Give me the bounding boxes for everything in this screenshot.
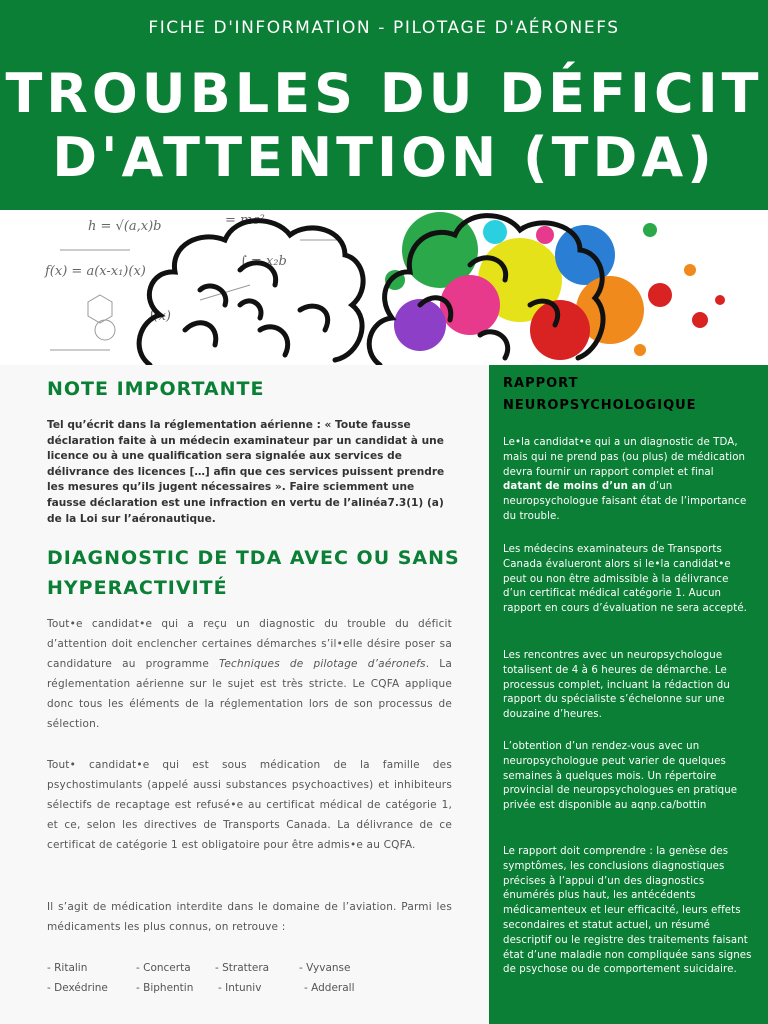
rapport-p1-bold: datant de moins d’un an xyxy=(503,481,646,493)
medication-item: - Intuniv xyxy=(218,982,262,994)
title-line-2: D'ATTENTION (TDA) xyxy=(52,126,716,189)
rapport-paragraph-4: L’obtention d’un rendez-vous avec un neuropsychologue peut varier de quelques semaines à quelques mois. Un répertoire provincial de neuropsychologues en pratique privée est disponible au aqnp.ca/bottin xyxy=(503,741,738,812)
diagnostic-paragraph-2: Tout• candidat•e qui est sous médication de la famille des psychostimulants (appelé aussi substances psychoactives) et inhibiteurs sélectifs de recaptage est refusé•e au certificat médical de catégorie 1, et ce, selon les directives de Transports Canada. La délivrance de ce certificat de catégorie 1 est obligatoire pour être admis•e au CQFA. xyxy=(47,759,452,851)
rapport-title-line-1: RAPPORT xyxy=(503,376,579,391)
medication-row xyxy=(47,958,467,978)
rapport-title-line-2: NEUROPSYCHOLOGIQUE xyxy=(503,398,697,413)
formula-4: ∫ = x₂b xyxy=(240,254,287,269)
diagnostic-paragraph-3: Il s’agit de médication interdite dans le domaine de l’aviation. Parmi les médicaments les plus connus, on retrouve : xyxy=(47,901,452,933)
formula-5: ʃ(x) xyxy=(150,309,172,324)
formula-3: f(x) = a(x-x₁)(x) xyxy=(45,264,146,279)
page-title xyxy=(0,62,768,190)
medication-list xyxy=(47,958,467,998)
note-heading: NOTE IMPORTANTE xyxy=(47,378,265,400)
page-header xyxy=(0,0,768,210)
diagnostic-paragraph-1 xyxy=(47,614,452,734)
diagnostic-p1-before: Tout•e candidat•e qui a reçu un diagnostic du trouble du déficit d’attention doit enclencher certaines démarches s’il•elle désire poser sa candidature au programme xyxy=(47,618,452,670)
formula-2: = mc² xyxy=(225,213,265,228)
brain-illustration xyxy=(0,210,768,365)
formula-1: h = √(a,x)b xyxy=(88,219,162,234)
medication-item: - Ritalin xyxy=(47,962,88,974)
rapport-p1-before: Le•la candidat•e qui a un diagnostic de TDA, mais qui ne prend pas (ou plus) de médication devra fournir un rapport complet et final xyxy=(503,437,746,478)
medication-item: - Vyvanse xyxy=(299,962,351,974)
diagnostic-p1-after: . La réglementation aérienne sur le sujet est très stricte. Le CQFA applique donc tous les éléments de la réglementation lors de son processus de sélection. xyxy=(47,658,452,730)
medication-item: - Concerta xyxy=(136,962,191,974)
title-line-1: TROUBLES DU DÉFICIT xyxy=(5,62,763,125)
rapport-paragraph-2: Les médecins examinateurs de Transports Canada évalueront alors si le•la candidat•e peut ou non être admissible à la délivrance d’un certificat médical catégorie 1. Aucun rapport en cours d’évaluation ne sera accepté. xyxy=(503,544,748,615)
rapport-paragraph-5: Le rapport doit comprendre : la genèse des symptômes, les conclusions diagnostiques précises à l’appui d’un des diagnostics énumérés plus haut, les antécédents médicamenteux et leur efficacité, leurs effets secondaires et statut actuel, un résumé descriptif ou le registre des traitements faisant état d’une maladie non compliquée sans signes de psychose ou de comportement suicidaire. xyxy=(503,846,752,976)
note-text: Tel qu’écrit dans la réglementation aérienne : « Toute fausse déclaration faite à un médecin examinateur par un candidat à une licence ou à une qualification sera signalée aux services de délivrance des licences […] afin que ces services puissent prendre les mesures qu’ils jugent nécessaires ». Faire sciemment une fausse déclaration est une infraction en vertu de l’alinéa7.3(1) (a) de la Loi sur l’aéronautique. xyxy=(47,419,445,525)
medication-row xyxy=(47,978,467,998)
diagnostic-heading: DIAGNOSTIC DE TDA AVEC OU SANS HYPERACTIVITÉ xyxy=(47,547,460,599)
medication-item: - Dexédrine xyxy=(47,982,108,994)
rapport-heading xyxy=(503,373,753,417)
header-subtitle: FICHE D'INFORMATION - PILOTAGE D'AÉRONEFS xyxy=(148,18,620,38)
program-name: Techniques de pilotage d’aéronefs xyxy=(219,658,426,670)
rapport-p1-after: d’un neuropsychologue faisant état de l’importance du trouble. xyxy=(503,481,747,522)
brain-illustration-banner xyxy=(0,210,768,365)
medication-item: - Biphentin xyxy=(136,982,194,994)
rapport-paragraph-3: Les rencontres avec un neuropsychologue totalisent de 4 à 6 heures de démarche. Le processus complet, incluant la rédaction du rapport du spécialiste s’échelonne sur une douzaine d’heures. xyxy=(503,650,730,721)
rapport-paragraph-1 xyxy=(503,436,753,525)
medication-item: - Strattera xyxy=(215,962,270,974)
medication-item: - Adderall xyxy=(304,982,355,994)
